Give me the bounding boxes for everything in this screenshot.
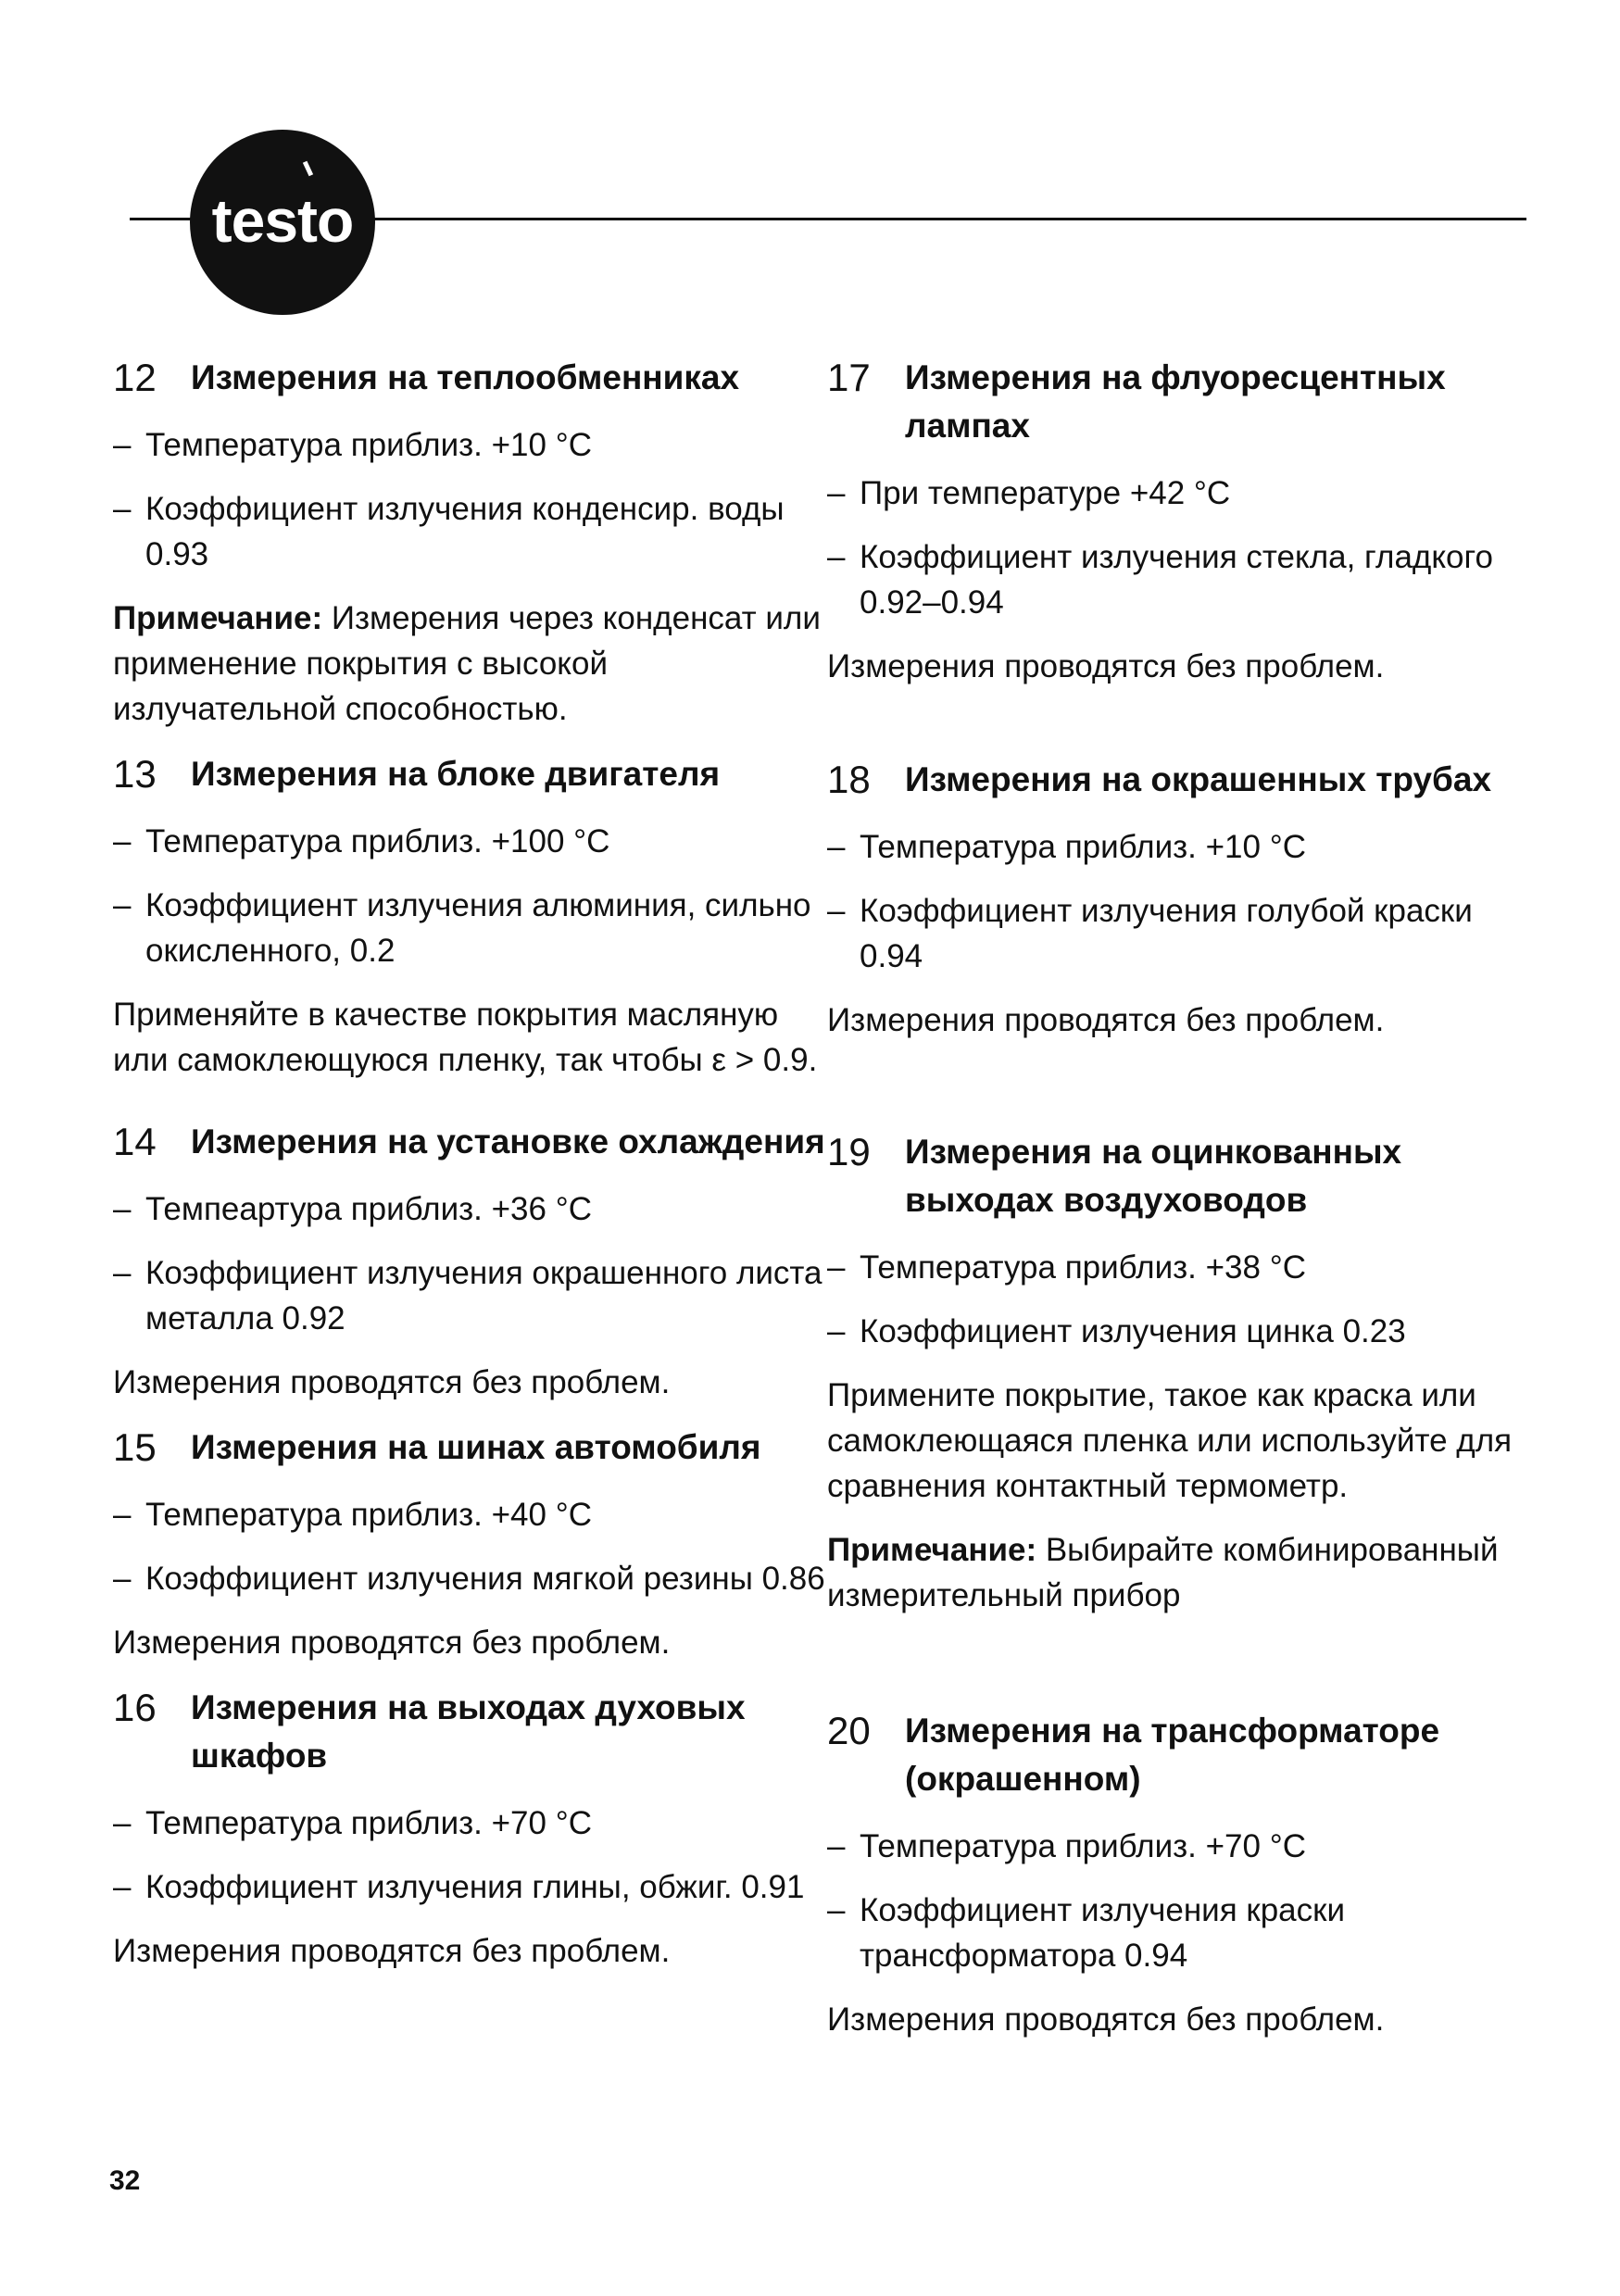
left-column xyxy=(113,354,826,1992)
dash-bullet: – xyxy=(827,539,846,575)
item-text: Коэффициент излучения цинка 0.23 xyxy=(860,1313,1406,1349)
item-text: Температура приблиз. +70 °C xyxy=(860,1828,1306,1864)
note-text: Измерения через конденсат или применение покрытия с высокой излучательной способностью. xyxy=(113,600,821,727)
dash-bullet: – xyxy=(113,1805,132,1841)
dash-bullet: – xyxy=(113,1255,132,1291)
section-heading xyxy=(827,1128,1522,1224)
section-paragraph: Измерения проводятся без проблем. xyxy=(113,1625,671,1661)
section-title: Измерения на теплообменниках xyxy=(191,358,740,396)
dash-bullet: – xyxy=(113,823,132,859)
section-number: 14 xyxy=(113,1120,157,1163)
item-text: Коэффициент излучения конденсир. воды 0.93 xyxy=(145,491,785,572)
dash-bullet: – xyxy=(827,475,846,511)
section-title: Измерения на оцинкованных выходах воздуховодов xyxy=(905,1133,1402,1219)
dash-bullet: – xyxy=(113,427,132,463)
section-19 xyxy=(827,1128,1522,1618)
section-14 xyxy=(113,1118,826,1405)
dash-bullet: – xyxy=(113,491,132,527)
list-item xyxy=(113,1250,826,1341)
section-13 xyxy=(113,750,826,1083)
dash-bullet: – xyxy=(827,1828,846,1864)
item-text: Температура приблиз. +40 °C xyxy=(145,1497,592,1533)
item-text: Температура приблиз. +100 °C xyxy=(145,823,610,859)
list-item xyxy=(113,486,826,577)
dash-bullet: – xyxy=(827,829,846,865)
note-paragraph xyxy=(113,596,826,732)
section-paragraph: Измерения проводятся без проблем. xyxy=(827,2001,1385,2038)
section-18 xyxy=(827,756,1522,1043)
dash-bullet: – xyxy=(113,1497,132,1533)
section-heading xyxy=(827,756,1522,804)
note-text: Выбирайте комбинированный измерительный прибор xyxy=(827,1532,1499,1613)
list-item xyxy=(827,1245,1522,1290)
dash-bullet: – xyxy=(113,1191,132,1227)
note-paragraph xyxy=(827,1527,1522,1618)
section-heading xyxy=(113,1424,826,1472)
section-paragraph: Примените покрытие, такое как краска или самоклеющаяся пленка или используйте для сравнения контактный термометр. xyxy=(827,1377,1513,1504)
section-paragraph: Измерения проводятся без проблем. xyxy=(113,1933,671,1969)
dash-bullet: – xyxy=(113,887,132,923)
section-paragraph: Измерения проводятся без проблем. xyxy=(827,1002,1385,1038)
section-heading xyxy=(113,1684,826,1780)
dash-bullet: – xyxy=(113,1869,132,1905)
section-17 xyxy=(827,354,1522,689)
note-label: Примечание: xyxy=(113,600,323,636)
header-rule-right xyxy=(370,218,1526,220)
dash-bullet: – xyxy=(827,893,846,929)
note-label: Примечание: xyxy=(827,1532,1037,1568)
section-paragraph: Измерения проводятся без проблем. xyxy=(827,648,1385,684)
list-item xyxy=(827,534,1522,625)
list-item xyxy=(113,1800,826,1846)
list-item xyxy=(827,1309,1522,1354)
section-number: 13 xyxy=(113,752,157,796)
section-paragraph: Измерения проводятся без проблем. xyxy=(113,1364,671,1400)
item-text: Коэффициент излучения голубой краски 0.94 xyxy=(860,893,1473,974)
section-heading xyxy=(827,1707,1522,1803)
list-item xyxy=(827,888,1522,979)
section-number: 16 xyxy=(113,1686,157,1729)
item-text: Температура приблиз. +10 °C xyxy=(145,427,592,463)
item-text: Температура приблиз. +10 °C xyxy=(860,829,1306,865)
section-title: Измерения на окрашенных трубах xyxy=(905,760,1492,798)
list-item xyxy=(827,1888,1522,1978)
logo-tick-mark xyxy=(303,161,313,177)
right-column xyxy=(827,354,1522,2061)
section-heading xyxy=(113,354,826,402)
dash-bullet: – xyxy=(113,1561,132,1597)
section-title: Измерения на установке охлаждения xyxy=(191,1123,825,1161)
list-item xyxy=(113,1864,826,1910)
logo-text: testo xyxy=(211,186,354,255)
section-number: 15 xyxy=(113,1425,157,1469)
dash-bullet: – xyxy=(827,1892,846,1928)
section-title: Измерения на трансформаторе (окрашенном) xyxy=(905,1712,1440,1798)
section-heading xyxy=(827,354,1522,450)
item-text: Коэффициент излучения окрашенного листа металла 0.92 xyxy=(145,1255,823,1336)
dash-bullet: – xyxy=(827,1313,846,1349)
list-item xyxy=(113,883,826,973)
section-number: 12 xyxy=(113,356,157,399)
item-text: Коэффициент излучения краски трансформатора 0.94 xyxy=(860,1892,1345,1974)
list-item xyxy=(113,819,826,864)
list-item xyxy=(827,470,1522,516)
section-title: Измерения на выходах духовых шкафов xyxy=(191,1688,746,1775)
list-item xyxy=(113,1186,826,1232)
section-20 xyxy=(827,1707,1522,2042)
page-number: 32 xyxy=(109,2165,141,2196)
item-text: Коэффициент излучения мягкой резины 0.86 xyxy=(145,1561,825,1597)
item-text: Коэффициент излучения стекла, гладкого 0.92–0.94 xyxy=(860,539,1493,621)
dash-bullet: – xyxy=(827,1249,846,1286)
list-item xyxy=(113,422,826,468)
item-text: Температура приблиз. +38 °C xyxy=(860,1249,1306,1286)
section-heading xyxy=(113,1118,826,1166)
section-heading xyxy=(113,750,826,798)
item-text: Температура приблиз. +70 °C xyxy=(145,1805,592,1841)
section-16 xyxy=(113,1684,826,1974)
list-item xyxy=(827,1824,1522,1869)
header-rule-left xyxy=(130,218,195,220)
list-item xyxy=(113,1556,826,1601)
section-title: Измерения на флуоресцентных лампах xyxy=(905,358,1446,445)
section-12 xyxy=(113,354,826,732)
item-text: Коэффициент излучения глины, обжиг. 0.91 xyxy=(145,1869,805,1905)
list-item xyxy=(827,824,1522,870)
section-number: 20 xyxy=(827,1709,871,1752)
section-title: Измерения на блоке двигателя xyxy=(191,755,721,793)
testo-logo xyxy=(190,130,375,315)
section-paragraph: Применяйте в качестве покрытия масляную или самоклеющуюся пленку, так чтобы ε > 0.9. xyxy=(113,997,818,1078)
item-text: Темпеартура приблиз. +36 °C xyxy=(145,1191,592,1227)
item-text: Коэффициент излучения алюминия, сильно окисленного, 0.2 xyxy=(145,887,811,969)
section-15 xyxy=(113,1424,826,1665)
section-number: 18 xyxy=(827,758,871,801)
section-number: 17 xyxy=(827,356,871,399)
section-number: 19 xyxy=(827,1130,871,1173)
list-item xyxy=(113,1492,826,1537)
section-title: Измерения на шинах автомобиля xyxy=(191,1428,761,1466)
item-text: При температуре +42 °C xyxy=(860,475,1231,511)
